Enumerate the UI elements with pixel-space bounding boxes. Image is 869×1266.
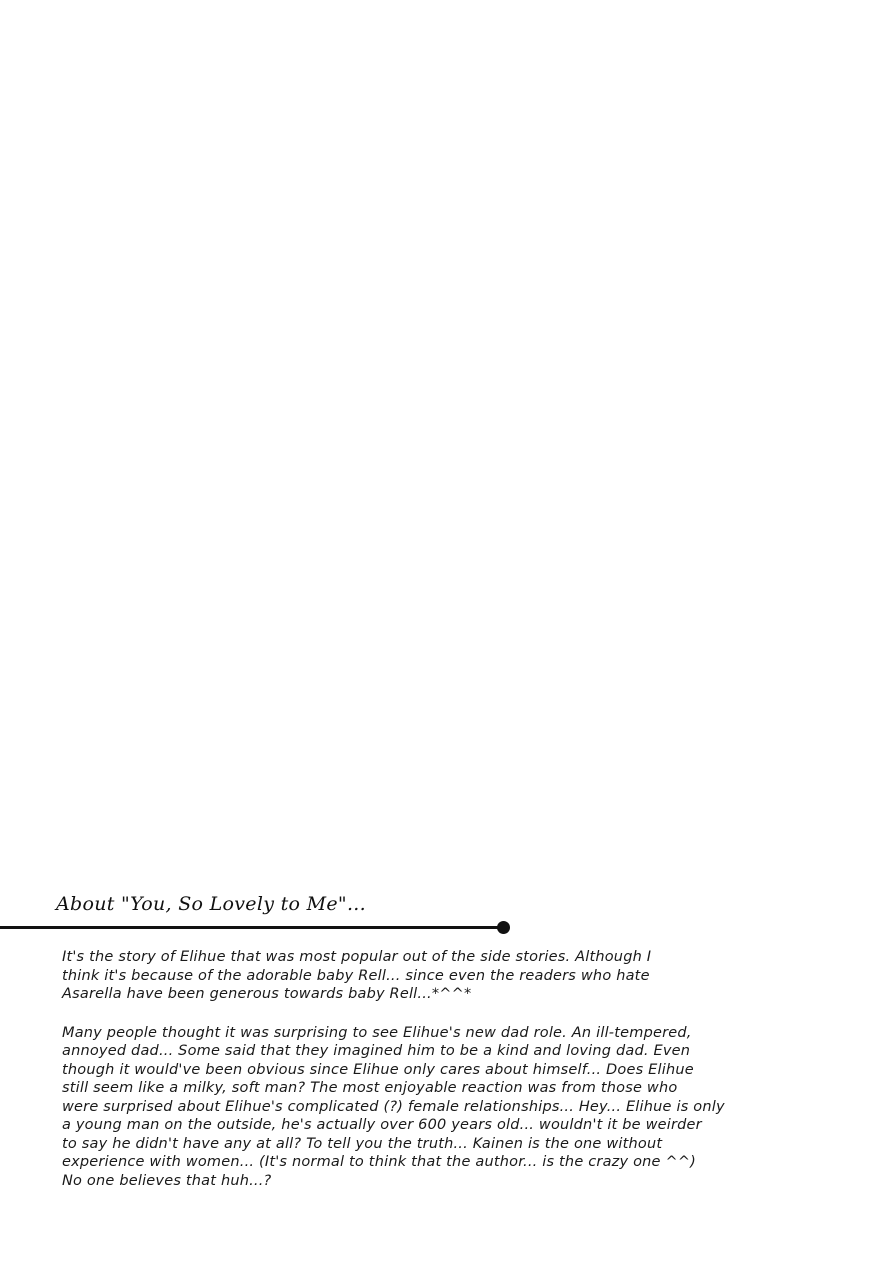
text-line: a young man on the outside, he's actually over 600 years old... wouldn't it be weirder	[62, 1117, 702, 1133]
text-line: still seem like a milky, soft man? The most enjoyable reaction was from those who	[62, 1080, 678, 1096]
heading-divider-line	[0, 926, 502, 929]
text-line: to say he didn't have any at all? To tell you the truth... Kainen is the one without	[62, 1135, 663, 1152]
paragraph-2	[62, 1024, 792, 1191]
text-line: Asarella have been generous towards baby Rell...*^^*	[62, 986, 472, 1002]
afterword-text	[62, 948, 792, 1210]
text-line: It's the story of Elihue that was most popular out of the side stories. Although I	[62, 949, 652, 965]
text-line: think it's because of the adorable baby Rell... since even the readers who hate	[62, 967, 650, 984]
text-line: Many people thought it was surprising to see Elihue's new dad role. An ill-tempered,	[62, 1024, 692, 1041]
text-line: though it would've been obvious since Elihue only cares about himself... Does Elihue	[62, 1061, 694, 1078]
text-line: were surprised about Elihue's complicated (?) female relationships... Hey... Elihue is only	[62, 1098, 725, 1115]
divider-end-dot	[497, 921, 510, 934]
paragraph-1	[62, 948, 792, 1004]
section-heading: About "You, So Lovely to Me"...	[56, 893, 366, 915]
text-line: No one believes that huh...?	[62, 1172, 272, 1189]
text-line: experience with women... (It's normal to think that the author... is the crazy one ^^)	[62, 1154, 697, 1170]
text-line: annoyed dad... Some said that they imagined him to be a kind and loving dad. Even	[62, 1043, 691, 1059]
